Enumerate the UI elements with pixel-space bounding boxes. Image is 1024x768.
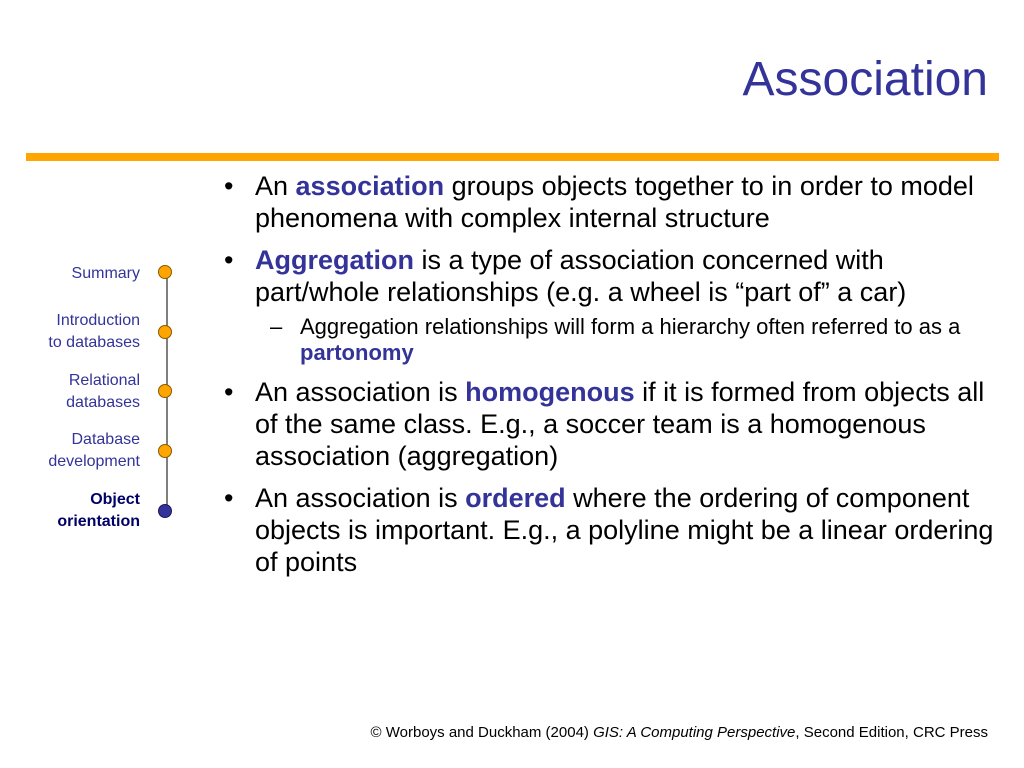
bullet-icon: • (224, 245, 234, 275)
bullet-text: An (255, 171, 296, 201)
nav-item-label: Introduction (56, 312, 140, 329)
bullet-list (212, 170, 997, 588)
sub-bullet-text: Aggregation relationships will form a hierarchy often referred to as a (300, 314, 961, 339)
nav-item-relational[interactable] (66, 370, 140, 414)
bullet-text: An association is (255, 377, 466, 407)
bullet-term: homogenous (465, 377, 635, 407)
footer-prefix: © Worboys and Duckham (2004) (370, 724, 594, 741)
bullet-homogenous (212, 376, 997, 472)
bullet-icon: • (224, 171, 234, 201)
nav-item-label: Database (71, 431, 140, 448)
bullet-term: association (295, 171, 445, 201)
nav-item-label: databases (66, 394, 140, 411)
nav-item-label: Relational (68, 372, 140, 389)
bullet-text: is a type of association concerned with part/whole relationships (e.g. a wheel is “part of” a car) (255, 245, 907, 307)
sub-bullet-term: partonomy (300, 340, 414, 365)
bullet-text: if it is formed from objects all of the same class. E.g., a soccer team is a homogenous association (aggregation) (255, 377, 985, 471)
sub-bullet-partonomy (212, 314, 997, 366)
bullet-term: Aggregation (255, 245, 414, 275)
nav-dot-object-orientation-icon[interactable] (158, 504, 172, 518)
nav-item-label: to databases (48, 334, 140, 351)
bullet-text: groups objects together to in order to model phenomena with complex internal structure (255, 171, 974, 233)
nav-item-label: orientation (57, 513, 140, 530)
dash-icon: – (270, 314, 283, 339)
nav-item-label: Summary (71, 265, 140, 282)
bullet-text: where the ordering of component objects is important. E.g., a polyline might be a linear ordering of points (255, 483, 994, 577)
nav-item-introduction[interactable] (48, 310, 140, 354)
bullet-icon: • (224, 483, 234, 513)
title-rule (26, 153, 999, 161)
bullet-term: ordered (465, 483, 566, 513)
nav-item-summary[interactable] (72, 263, 140, 285)
nav-dot-summary-icon[interactable] (158, 265, 172, 279)
nav-dot-introduction-icon[interactable] (158, 325, 172, 339)
nav-item-object-orientation[interactable] (57, 489, 140, 533)
bullet-ordered (212, 482, 997, 578)
bullet-icon: • (224, 377, 234, 407)
nav-item-database-development[interactable] (48, 429, 140, 473)
bullet-text: An association is (255, 483, 466, 513)
footer-book-title: GIS: A Computing Perspective (593, 724, 796, 741)
slide-title: Association (742, 53, 988, 106)
citation-footer (371, 724, 988, 741)
nav-dot-database-development-icon[interactable] (158, 444, 172, 458)
bullet-aggregation (212, 244, 997, 308)
footer-suffix: , Second Edition, CRC Press (795, 724, 988, 741)
nav-item-label: development (48, 453, 140, 470)
nav-dot-relational-icon[interactable] (158, 384, 172, 398)
nav-item-label: Object (90, 491, 140, 508)
bullet-association (212, 170, 997, 234)
